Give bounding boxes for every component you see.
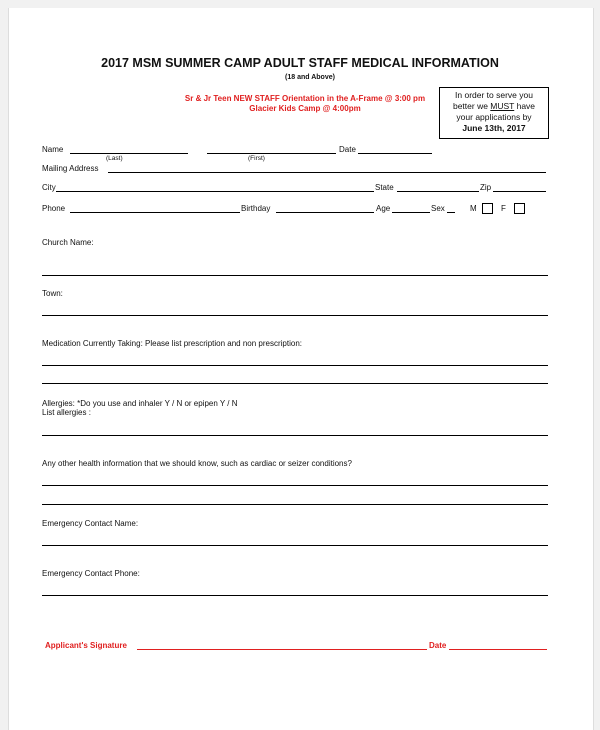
last-name-field[interactable] bbox=[70, 153, 188, 154]
medication-line-2[interactable] bbox=[42, 383, 548, 384]
last-caption: (Last) bbox=[106, 155, 123, 162]
state-label: State bbox=[375, 183, 394, 192]
allergies-label: Allergies: *Do you use and inhaler Y / N or epipen Y / N bbox=[42, 399, 238, 408]
first-name-field[interactable] bbox=[207, 153, 336, 154]
age-label: Age bbox=[376, 204, 391, 213]
date-field[interactable] bbox=[358, 153, 432, 154]
zip-field[interactable] bbox=[493, 191, 546, 192]
male-checkbox[interactable] bbox=[482, 203, 493, 214]
medication-line-1[interactable] bbox=[42, 365, 548, 366]
orientation-line-2: Glacier Kids Camp @ 4:00pm bbox=[249, 104, 361, 113]
emergency-contact-name-line[interactable] bbox=[42, 545, 548, 546]
other-health-line-2[interactable] bbox=[42, 504, 548, 505]
town-label: Town: bbox=[42, 289, 63, 298]
sex-field[interactable] bbox=[447, 212, 455, 213]
notice-line-1: In order to serve you bbox=[455, 90, 533, 100]
emergency-contact-phone-label: Emergency Contact Phone: bbox=[42, 569, 140, 578]
mailing-address-label: Mailing Address bbox=[42, 164, 99, 173]
first-caption: (First) bbox=[248, 155, 265, 162]
other-health-label: Any other health information that we should know, such as cardiac or seizer conditions? bbox=[42, 459, 352, 468]
date-label: Date bbox=[339, 145, 356, 154]
name-label: Name bbox=[42, 145, 64, 154]
signature-line[interactable] bbox=[137, 649, 427, 650]
sex-label: Sex bbox=[431, 204, 445, 213]
notice-line-2: better we MUST have bbox=[452, 101, 536, 111]
church-name-line[interactable] bbox=[42, 275, 548, 276]
phone-field[interactable] bbox=[70, 212, 240, 213]
town-line[interactable] bbox=[42, 315, 548, 316]
notice-deadline-date: June 13th, 2017 bbox=[462, 123, 526, 133]
deadline-notice bbox=[439, 87, 549, 139]
birthday-label: Birthday bbox=[241, 204, 271, 213]
mailing-address-field[interactable] bbox=[108, 172, 546, 173]
form-subtitle: (18 and Above) bbox=[285, 74, 335, 81]
notice-line-3: your applications by bbox=[456, 112, 532, 122]
emergency-contact-name-label: Emergency Contact Name: bbox=[42, 519, 139, 528]
other-health-line-1[interactable] bbox=[42, 485, 548, 486]
church-name-label: Church Name: bbox=[42, 238, 94, 247]
signature-date-label: Date bbox=[429, 641, 447, 650]
male-label: M bbox=[470, 204, 477, 213]
allergies-line[interactable] bbox=[42, 435, 548, 436]
signature-date-line[interactable] bbox=[449, 649, 547, 650]
city-field[interactable] bbox=[56, 191, 374, 192]
female-checkbox[interactable] bbox=[514, 203, 525, 214]
orientation-line-1: Sr & Jr Teen NEW STAFF Orientation in the A-Frame @ 3:00 pm bbox=[184, 94, 426, 103]
female-label: F bbox=[501, 204, 506, 213]
emergency-contact-phone-line[interactable] bbox=[42, 595, 548, 596]
zip-label: Zip bbox=[480, 183, 492, 192]
form-title: 2017 MSM SUMMER CAMP ADULT STAFF MEDICAL INFORMATION bbox=[101, 56, 499, 70]
signature-label: Applicant's Signature bbox=[45, 641, 127, 650]
city-label: City bbox=[42, 183, 56, 192]
age-field[interactable] bbox=[392, 212, 430, 213]
birthday-field[interactable] bbox=[276, 212, 374, 213]
medication-label: Medication Currently Taking: Please list prescription and non prescription: bbox=[42, 339, 302, 348]
phone-label: Phone bbox=[42, 204, 66, 213]
state-field[interactable] bbox=[397, 191, 479, 192]
list-allergies-label: List allergies : bbox=[42, 408, 91, 417]
